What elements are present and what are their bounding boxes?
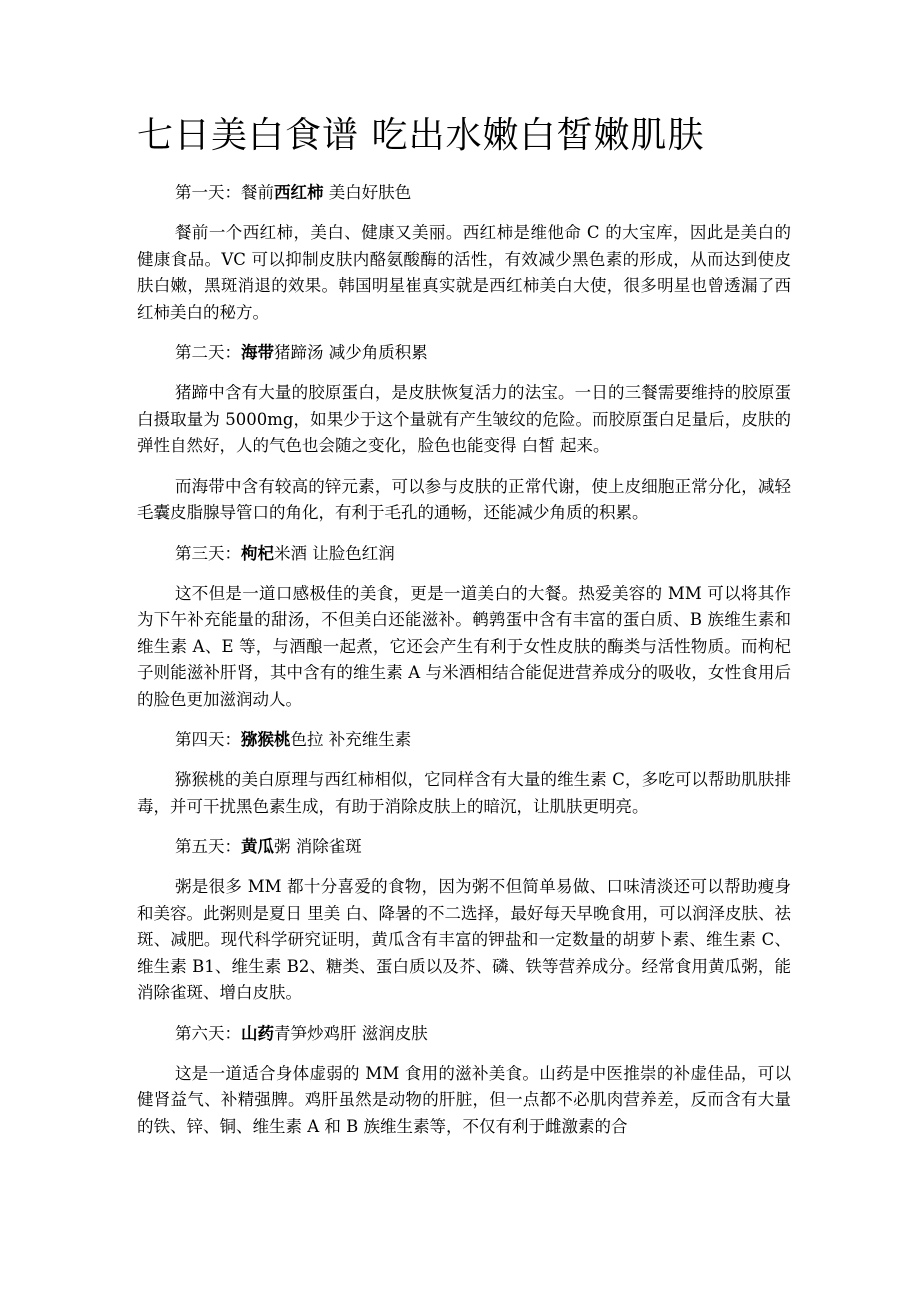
heading-suffix: 粥 消除雀斑 [274,837,362,856]
heading-bold: 西红柿 [274,183,324,202]
heading-bold: 猕猴桃 [241,730,291,749]
heading-prefix: 第六天： [175,1023,241,1043]
section-heading [137,340,791,366]
heading-bold: 黄瓜 [241,837,274,856]
section-heading [137,727,791,753]
paragraph: 而海带中含有较高的锌元素，可以参与皮肤的正常代谢，使上皮细胞正常分化，减轻毛囊皮脂腺导管口的角化，有利于毛孔的通畅，还能减少角质的积累。 [137,476,791,522]
paragraph: 这不但是一道口感极佳的美食，更是一道美白的大餐。热爱美容的 MM 可以将其作为下午补充能量的甜汤，不但美白还能滋补。鹌鹑蛋中含有丰富的蛋白质、B 族维生素和维生素 A、E 等，与酒酿一起煮，它还会产生有利于女性皮肤的酶类与活性物质。而枸杞子则能滋补肝肾，其中含有的维生素 A 与米酒相结合能促进营养成分的吸收，女性食用后的脸色更加滋润动人。 [137,583,791,709]
heading-bold: 海带 [241,343,274,362]
paragraph: 粥是很多 MM 都十分喜爱的食物，因为粥不但简单易做、口味清淡还可以帮助瘦身和美容。此粥则是夏日 里美 白、降暑的不二选择，最好每天早晚食用，可以润泽皮肤、祛斑、减肥。现代科学研究证明，黄瓜含有丰富的钾盐和一定数量的胡萝卜素、维生素 C、维生素 B1、维生素 B2、糖类、蛋白质以及芥、磷、铁等营养成分。经常食用黄瓜粥，能消除雀斑、增白皮肤。 [137,877,791,1002]
paragraph: 猪蹄中含有大量的胶原蛋白，是皮肤恢复活力的法宝。一日的三餐需要维持的胶原蛋白摄取量为 5000mg，如果少于这个量就有产生皱纹的危险。而胶原蛋白足量后，皮肤的弹性自然好，人的气色也会随之变化，脸色也能变得 白皙 起来。 [137,383,791,455]
heading-prefix: 第四天： [175,730,241,749]
heading-bold: 枸杞 [241,543,274,563]
heading-suffix: 青笋炒鸡肝 滋润皮肤 [274,1023,428,1043]
section-heading [137,541,791,567]
section-heading [137,1021,791,1047]
heading-prefix: 第三天： [175,543,241,563]
paragraph: 猕猴桃的美白原理与西红柿相似，它同样含有大量的维生素 C，多吃可以帮助肌肤排毒，并可干扰黑色素生成，有助于消除皮肤上的暗沉，让肌肤更明亮。 [137,770,791,816]
heading-suffix: 美白好肤色 [323,183,412,202]
section-heading [137,834,791,860]
heading-suffix: 猪蹄汤 减少角质积累 [274,343,428,362]
paragraph: 餐前一个西红柿，美白、健康又美丽。西红柿是维他命 C 的大宝库，因此是美白的健康食品。VC 可以抑制皮肤内酪氨酸酶的活性，有效减少黑色素的形成，从而达到使皮肤白嫩，黑斑消退的效果。韩国明星崔真实就是西红柿美白大使，很多明星也曾透漏了西红柿美白的秘方。 [137,223,791,322]
heading-prefix: 第一天：餐前 [175,183,274,202]
paragraph: 这是一道适合身体虚弱的 MM 食用的滋补美食。山药是中医推崇的补虚佳品，可以健肾益气、补精强脾。鸡肝虽然是动物的肝脏，但一点都不必肌肉营养差，反而含有大量的铁、锌、铜、维生素 A 和 B 族维生素等，不仅有利于雌激素的合 [137,1063,791,1136]
section-day-2 [137,340,791,527]
document-title: 七日美白食谱 吃出水嫩白皙嫩肌肤 [137,115,705,156]
heading-suffix: 色拉 补充维生素 [290,730,412,749]
section-day-5 [137,834,791,1007]
section-day-4 [137,727,791,820]
heading-suffix: 米酒 让脸色红润 [274,543,395,563]
heading-prefix: 第五天： [175,837,241,856]
section-day-1 [137,180,791,326]
section-heading [137,180,791,206]
heading-prefix: 第二天： [175,343,241,362]
section-day-6 [137,1021,791,1141]
section-day-3 [137,541,791,714]
document-page [137,110,791,1154]
heading-bold: 山药 [241,1023,274,1043]
